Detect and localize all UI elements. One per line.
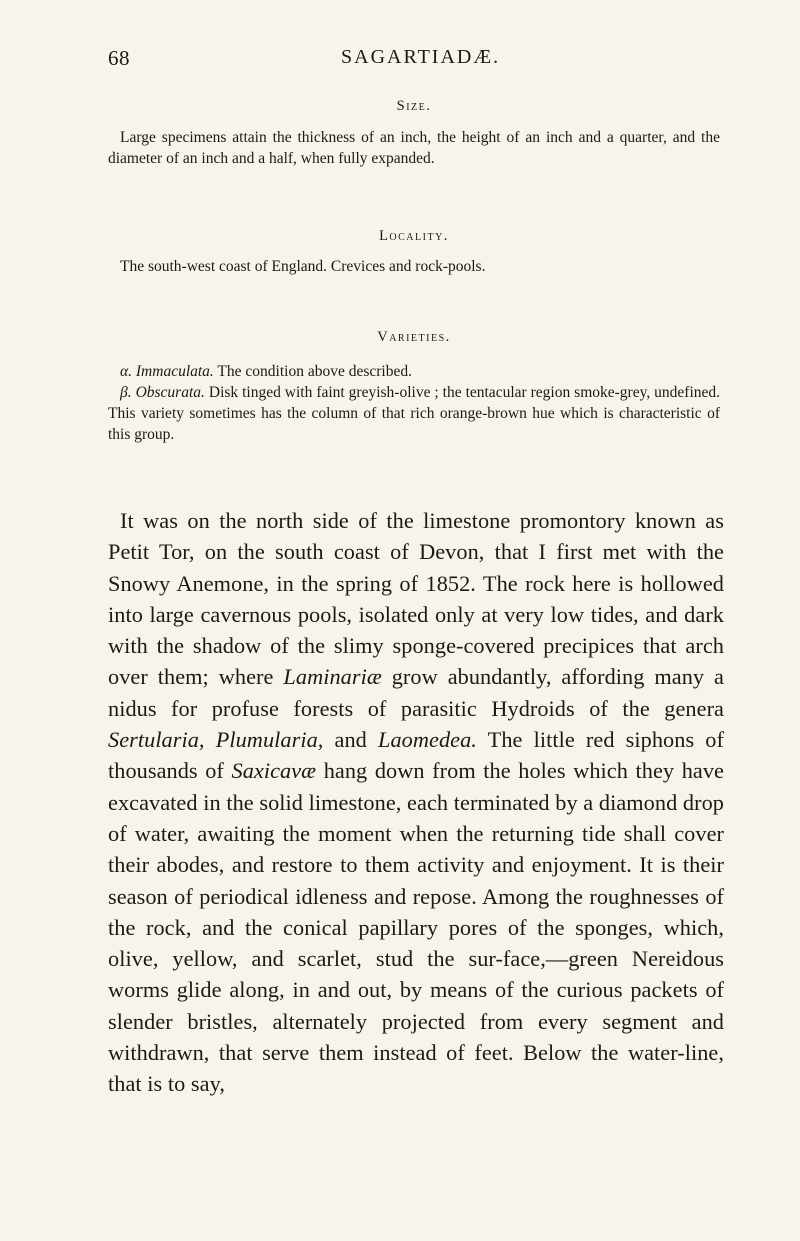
page-header xyxy=(108,46,714,72)
page-number: 68 xyxy=(108,46,130,70)
variety-item xyxy=(108,361,720,382)
variety-marker: α. xyxy=(120,363,133,380)
locality-heading: Locality. xyxy=(379,228,449,244)
variety-name: Obscurata. xyxy=(135,384,205,401)
running-head: SAGARTIADÆ. xyxy=(341,46,501,68)
taxon-name: Sertularia, Plumularia, xyxy=(108,727,324,753)
text-run: and xyxy=(323,727,379,753)
variety-description: Disk tinged with faint greyish-olive ; the tentacular region smoke-grey, undefined. This variety sometimes has the column of that rich orange-brown hue which is characteristic of this group. xyxy=(108,384,721,443)
taxon-name: Laomedea. xyxy=(378,727,477,753)
size-text: Large specimens attain the thickness of an inch, the height of an inch and a quarter, and the diameter of an inch and a half, when fully expanded. xyxy=(108,129,720,167)
main-paragraph xyxy=(108,505,724,1100)
size-heading: Size. xyxy=(396,98,432,114)
locality-text: The south-west coast of England. Crevices and rock-pools. xyxy=(120,258,486,275)
variety-marker: β. xyxy=(120,384,132,401)
taxon-name: Saxicavæ xyxy=(231,758,317,784)
variety-name: Immaculata. xyxy=(135,363,214,380)
text-run: hang down from the holes which they have excavated in the solid limestone, each terminated by a diamond drop of water, awaiting the moment when the returning tide shall cover their abodes, and restore to them activity and enjoyment. It is their season of periodical idleness and repose. Among the roughnesses of the rock, and the conical papillary pores of the sponges, which, olive, yellow, and scarlet, stud the sur-face,—green Nereidous worms glide along, in and out, by means of the curious packets of slender bristles, alternately projected from every segment and withdrawn, that serve them instead of feet. Below the water-line, that is to say, xyxy=(108,758,724,1097)
variety-description: The condition above described. xyxy=(217,363,412,380)
variety-item xyxy=(108,382,720,445)
taxon-name: Laminariæ xyxy=(283,664,382,690)
text-run: The little red siphons of thousands of xyxy=(108,727,724,784)
varieties-heading: Varieties. xyxy=(377,329,451,345)
text-run: grow abundantly, affording many a nidus for profuse forests of parasitic Hydroids of the genera xyxy=(108,664,724,721)
text-run: It was on the north side of the limestone promontory known as Petit Tor, on the south coast of Devon, that I first met with the Snowy Anemone, in the spring of 1852. The rock here is hollowed into large cavernous pools, isolated only at very low tides, and dark with the shadow of the slimy sponge-covered precipices that arch over them; where xyxy=(108,508,724,690)
